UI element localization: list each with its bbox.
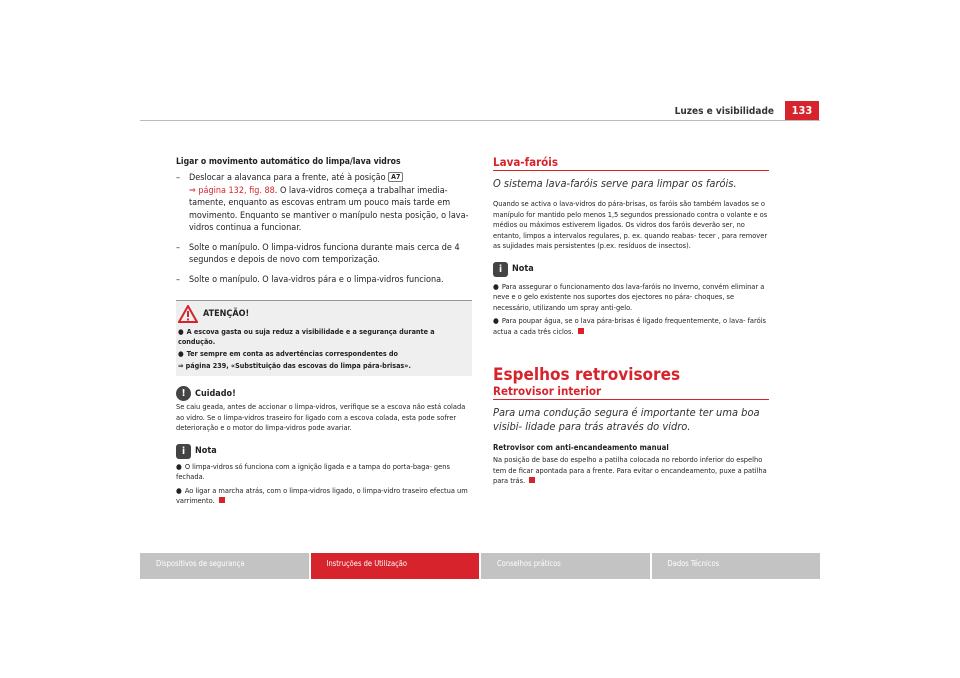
note-title: Nota <box>195 446 217 456</box>
note-icon: i <box>176 444 191 459</box>
bullet-icon: ● <box>176 485 182 495</box>
note-item <box>493 282 769 314</box>
caution-icon: ! <box>176 386 191 401</box>
step-dash: – <box>176 242 181 253</box>
warning-item-text: Ter sempre em conta as advertências correspondentes do <box>186 349 399 358</box>
warning-item-text: A escova gasta ou suja reduz a visibilidade e a segurança durante a condução. <box>178 327 435 346</box>
note-item-text: Ao ligar a marcha atrás, com o limpa-vidros ligado, o limpa-vidro traseiro efectua um varrimento. <box>176 485 468 505</box>
note-item-text: Para assegurar o funcionamento dos lava-faróis no Inverno, convém eliminar a neve e o gelo existente nos suportes dos ejectores no pára- choques, se necessário, utilizando um spray anti-gelo. <box>493 281 765 312</box>
note-item <box>176 462 472 483</box>
position-ref-badge: A7 <box>388 172 403 182</box>
step-2 <box>176 242 472 267</box>
step-2-text: Solte o manípulo. O limpa-vidros funciona durante mais cerca de 4 segundos e depois de novo com temporização. <box>189 242 460 265</box>
tab-conselhos-praticos[interactable]: Conselhos práticos <box>481 553 650 579</box>
bullet-icon: ● <box>178 349 184 358</box>
tab-dados-tecnicos[interactable]: Dados Técnicos <box>652 553 821 579</box>
caution-text: Se caiu geada, antes de accionar o limpa-vidros, verifique se a escova não está colada ao vidro. Se o limpa-vidros traseiro for ligado com a escova colada, esta pode sofrer deterioração e o motor do limpa-vidros pode avariar. <box>176 402 466 432</box>
end-of-section-marker <box>578 328 584 334</box>
bullet-icon: ● <box>176 461 182 471</box>
note-item-text: O limpa-vidros só funciona com a ignição ligada e a tampa do porta-baga- gens fechada. <box>176 461 450 481</box>
note-item-text: Para poupar água, se o lava pára-brisas é ligado frequentemente, o lava- faróis actua a cada três ciclos. <box>493 316 766 336</box>
note-item <box>493 316 769 337</box>
end-of-section-marker <box>219 497 225 503</box>
warning-box <box>176 300 472 376</box>
section-subtitle-lava-farois: O sistema lava-faróis serve para limpar os faróis. <box>493 177 737 190</box>
bullet-icon: ● <box>493 316 499 325</box>
end-of-section-marker <box>529 477 535 483</box>
step-1-post: . O lava-vidros começa a trabalhar imedia- tamente, enquanto as escovas entram um pouco mais tarde em movimento. Enquanto se mantiver o manípulo nesta posição, o lava-vidros continua a funcionar. <box>189 185 469 233</box>
step-1-pre: Deslocar a alavanca para a frente, até à posição <box>189 173 386 183</box>
note-title: Nota <box>512 264 534 274</box>
header-rule <box>140 120 820 121</box>
page-number-badge: 133 <box>785 101 819 121</box>
warning-item <box>178 327 467 347</box>
running-header-title: Luzes e visibilidade <box>674 106 774 117</box>
tab-instrucoes-utilizacao[interactable]: Instruções de Utilização <box>311 553 480 579</box>
retrovisor-body <box>493 455 769 487</box>
footer-nav <box>140 553 820 579</box>
step-dash: – <box>176 274 181 285</box>
note-item <box>176 486 472 507</box>
step-dash: – <box>176 173 181 183</box>
retrovisor-heading: Retrovisor com anti-encandeamento manual <box>493 443 669 452</box>
left-column <box>176 156 472 507</box>
section-subtitle-retrovisor: Para uma condução segura é importante ter uma boa visibi- lidade para trás através do vidro. <box>493 406 760 433</box>
wiper-auto-heading: Ligar o movimento automático do limpa/lava vidros <box>176 157 401 167</box>
note-header <box>176 444 472 459</box>
note-header <box>493 262 769 277</box>
step-3 <box>176 274 472 287</box>
section-body-lava-farois: Quando se activa o lava-vidros do pára-brisas, os faróis são também lavados se o manípulo for mantido pelo menos 1,5 segundos pressionado contra o volante e os médios ou máximos estiverem ligados. Os vidros dos faróis deverão ser, no entanto, limpos a intervalos regulares, p. ex. quando reabas- tecer , para remover as sujidades mais persistentes (p.ex. resíduos de insectos). <box>493 199 768 250</box>
warning-header <box>178 303 467 325</box>
step-3-text: Solte o manípulo. O lava-vidros pára e o limpa-vidros funciona. <box>189 274 444 285</box>
caution-header <box>176 386 472 401</box>
section-title-lava-farois: Lava-faróis <box>493 156 769 171</box>
step-1 <box>176 172 472 235</box>
caution-title: Cuidado! <box>195 388 236 399</box>
tab-dispositivos-seguranca[interactable]: Dispositivos de segurança <box>140 553 309 579</box>
page-link[interactable]: ⇒ página 132, fig. 88 <box>189 185 275 196</box>
chapter-title: Espelhos retrovisores <box>493 365 681 385</box>
warning-title: ATENÇÃO! <box>203 309 250 319</box>
bullet-icon: ● <box>178 327 184 336</box>
right-column <box>493 156 769 487</box>
note-icon: i <box>493 262 508 277</box>
bullet-icon: ● <box>493 281 499 291</box>
warning-item <box>178 349 467 359</box>
warning-link[interactable]: ⇒ página 239, «Substituição das escovas do limpa pára-brisas». <box>178 361 411 370</box>
warning-triangle-icon <box>178 305 198 323</box>
retrovisor-body-text: Na posição de base do espelho a patilha colocada no rebordo inferior do espelho tem de ficar apontada para a frente. Para evitar o encandeamento, puxe a patilha para trás. <box>493 455 767 485</box>
section-title-retrovisor: Retrovisor interior <box>493 385 769 400</box>
